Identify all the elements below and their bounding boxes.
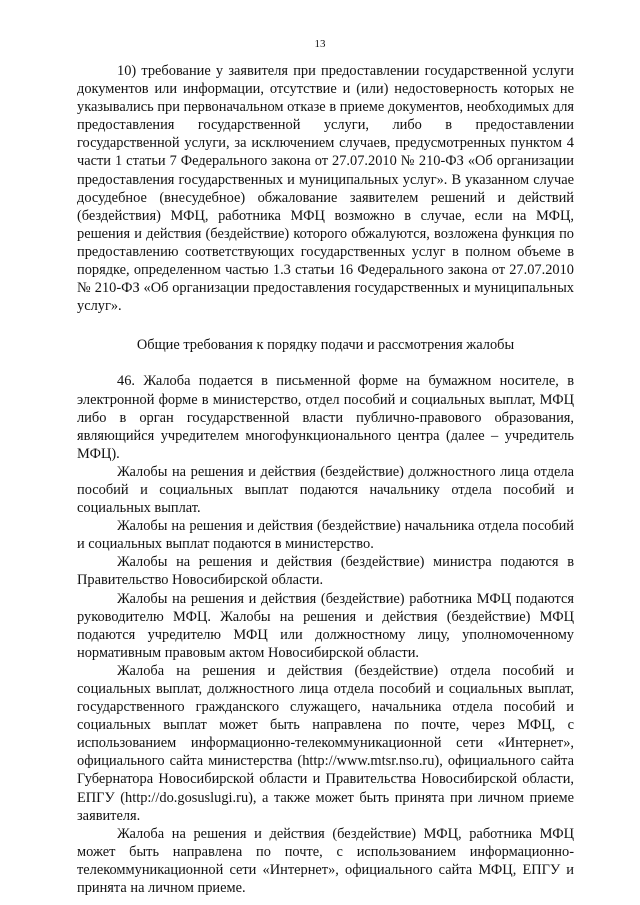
paragraph-complaints-official: Жалобы на решения и действия (бездействие) должностного лица отдела пособий и социальных выплат подаются начальнику отдела пособий и социальных выплат. (77, 463, 574, 517)
paragraph-complaints-minister: Жалобы на решения и действия (бездействие) министра подаются в Правительство Новосибирской области. (77, 554, 574, 589)
document-body (77, 62, 574, 897)
paragraph-complaint-mfc: Жалоба на решения и действия (бездействие) МФЦ, работника МФЦ может быть направлена по почте, с использованием информационно-телекоммуникационной сети «Интернет», официального сайта МФЦ, ЕПГУ и принята на личном приеме. (77, 825, 574, 897)
page-number: 13 (314, 38, 326, 50)
paragraph-complaints-head: Жалобы на решения и действия (бездействие) начальника отдела пособий и социальных выплат подаются в министерство. (77, 518, 574, 553)
paragraph-item-10: 10) требование у заявителя при предоставлении государственной услуги документов или информации, отсутствие и (или) недостоверность которых не указывались при первоначальном отказе в приеме документов, необходимых для предоставления государственной услуги, либо в предоставлении государственной услуги, за исключением случаев, предусмотренных пунктом 4 части 1 статьи 7 Федерального закона от 27.07.2010 № 210-ФЗ «Об организации предоставления государственных и муниципальных услуг». В указанном случае досудебное (внесудебное) обжалование заявителем решений и действий (бездействия) МФЦ, работника МФЦ возможно в случае, если на МФЦ, решения и действия (бездействие) которого обжалуются, возложена функция по предоставлению соответствующих государственных услуг в полном объеме в порядке, определенном частью 1.3 статьи 16 Федерального закона от 27.07.2010 № 210-ФЗ «Об организации предоставления государственных и муниципальных услуг». (77, 63, 574, 315)
paragraph-complaint-channels: Жалоба на решения и действия (бездействие) отдела пособий и социальных выплат, должностного лица отдела пособий и социальных выплат, государственного гражданского служащего, начальника отдела пособий и социальных выплат может быть направлена по почте, через МФЦ, с использованием информационно-телекоммуникационной сети «Интернет», официального сайта министерства (http://www.mtsr.nso.ru), официального сайта Губернатора Новосибирской области и Правительства Новосибирской области, ЕПГУ (http://do.gosuslugi.ru), а также может быть принята при личном приеме заявителя. (77, 662, 574, 824)
paragraph-complaints-mfc-worker: Жалобы на решения и действия (бездействие) работника МФЦ подаются руководителю МФЦ. Жалобы на решения и действия (бездействие) МФЦ подаются учредителю МФЦ или должностному лицу, уполномоченному нормативным правовым актом Новосибирской области. (77, 590, 574, 661)
paragraph-46: 46. Жалоба подается в письменной форме на бумажном носителе, в электронной форме в министерство, отдел пособий и социальных выплат, МФЦ либо в орган государственной власти публично-правового образования, являющийся учредителем многофункционального центра (далее – учредитель МФЦ). (77, 373, 574, 462)
section-heading: Общие требования к порядку подачи и рассмотрения жалобы (136, 337, 515, 354)
